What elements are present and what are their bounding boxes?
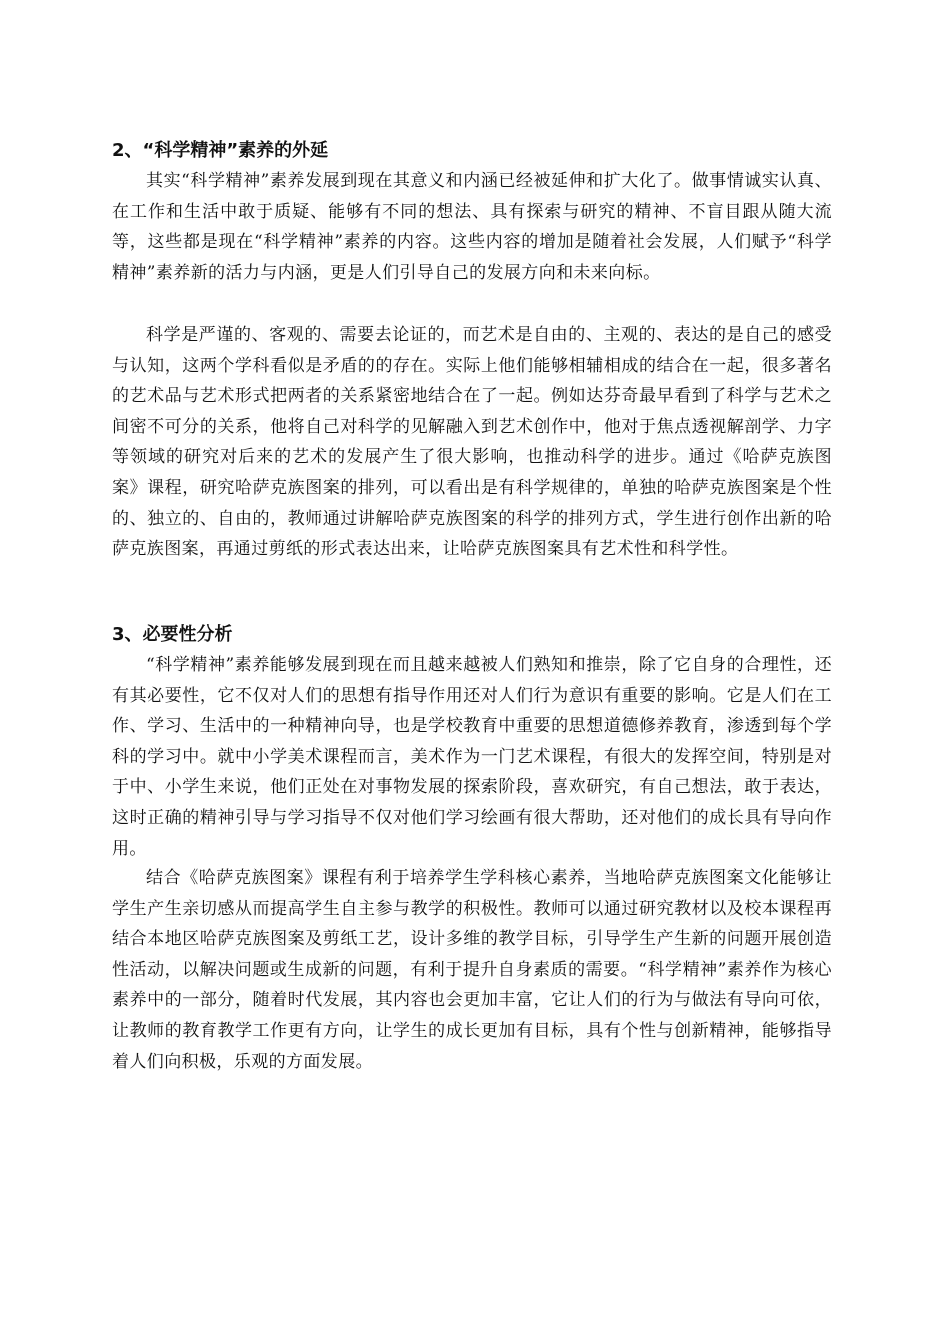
paragraph-extension-meaning: 其实“科学精神”素养发展到现在其意义和内涵已经被延伸和扩大化了。做事情诚实认真、在工作和生活中敢于质疑、能够有不同的想法、具有探索与研究的精神、不盲目跟从随大流等，这些都是现在“科学精神”素养的内容。这些内容的增加是随着社会发展，人们赋予“科学精神”素养新的活力与内涵，更是人们引导自己的发展方向和未来向标。 — [112, 171, 832, 283]
paragraph-science-and-art: 科学是严谨的、客观的、需要去论证的，而艺术是自由的、主观的、表达的是自己的感受与认知，这两个学科看似是矛盾的的存在。实际上他们能够相辅相成的结合在一起，很多著名的艺术品与艺术形式把两者的关系紧密地结合在了一起。例如达芬奇最早看到了科学与艺术之间密不可分的关系，他将自己对科学的见解融入到艺术创作中，他对于焦点透视解剖学、力字等领域的研究对后来的艺术的发展产生了很大影响，也推动科学的进步。通过《哈萨克族图案》课程，研究哈萨克族图案的排列，可以看出是有科学规律的，单独的哈萨克族图案是个性的、独立的、自由的，教师通过讲解哈萨克族图案的科学的排列方式，学生进行创作出新的哈萨克族图案，再通过剪纸的形式表达出来，让哈萨克族图案具有艺术性和科学性。 — [112, 325, 832, 560]
section-heading-extension: 2、“科学精神”素养的外延 — [112, 140, 329, 161]
section-heading-necessity: 3、必要性分析 — [112, 624, 233, 645]
paragraph-necessity-reason: “科学精神”素养能够发展到现在而且越来越被人们熟知和推崇，除了它自身的合理性，还有其必要性，它不仅对人们的思想有指导作用还对人们行为意识有重要的影响。它是人们在工作、学习、生活中的一种精神向导，也是学校教育中重要的思想道德修养教育，渗透到每个学科的学习中。就中小学美术课程而言，美术作为一门艺术课程，有很大的发挥空间，特别是对于中、小学生来说，他们正处在对事物发展的探索阶段，喜欢研究，有自己想法，敢于表达，这时正确的精神引导与学习指导不仅对他们学习绘画有很大帮助，还对他们的成长具有导向作用。 — [112, 655, 832, 859]
document-page — [112, 136, 832, 1141]
paragraph-course-combination: 结合《哈萨克族图案》课程有利于培养学生学科核心素养，当地哈萨克族图案文化能够让学生产生亲切感从而提高学生自主参与教学的积极性。教师可以通过研究教材以及校本课程再结合本地区哈萨克族图案及剪纸工艺，设计多维的教学目标，引导学生产生新的问题开展创造性活动，以解决问题或生成新的问题，有利于提升自身素质的需要。“科学精神”素养作为核心素养中的一部分，随着时代发展，其内容也会更加丰富，它让人们的行为与做法有导向可依，让教师的教育教学工作更有方向，让学生的成长更加有目标，具有个性与创新精神，能够指导着人们向积极，乐观的方面发展。 — [112, 868, 832, 1072]
